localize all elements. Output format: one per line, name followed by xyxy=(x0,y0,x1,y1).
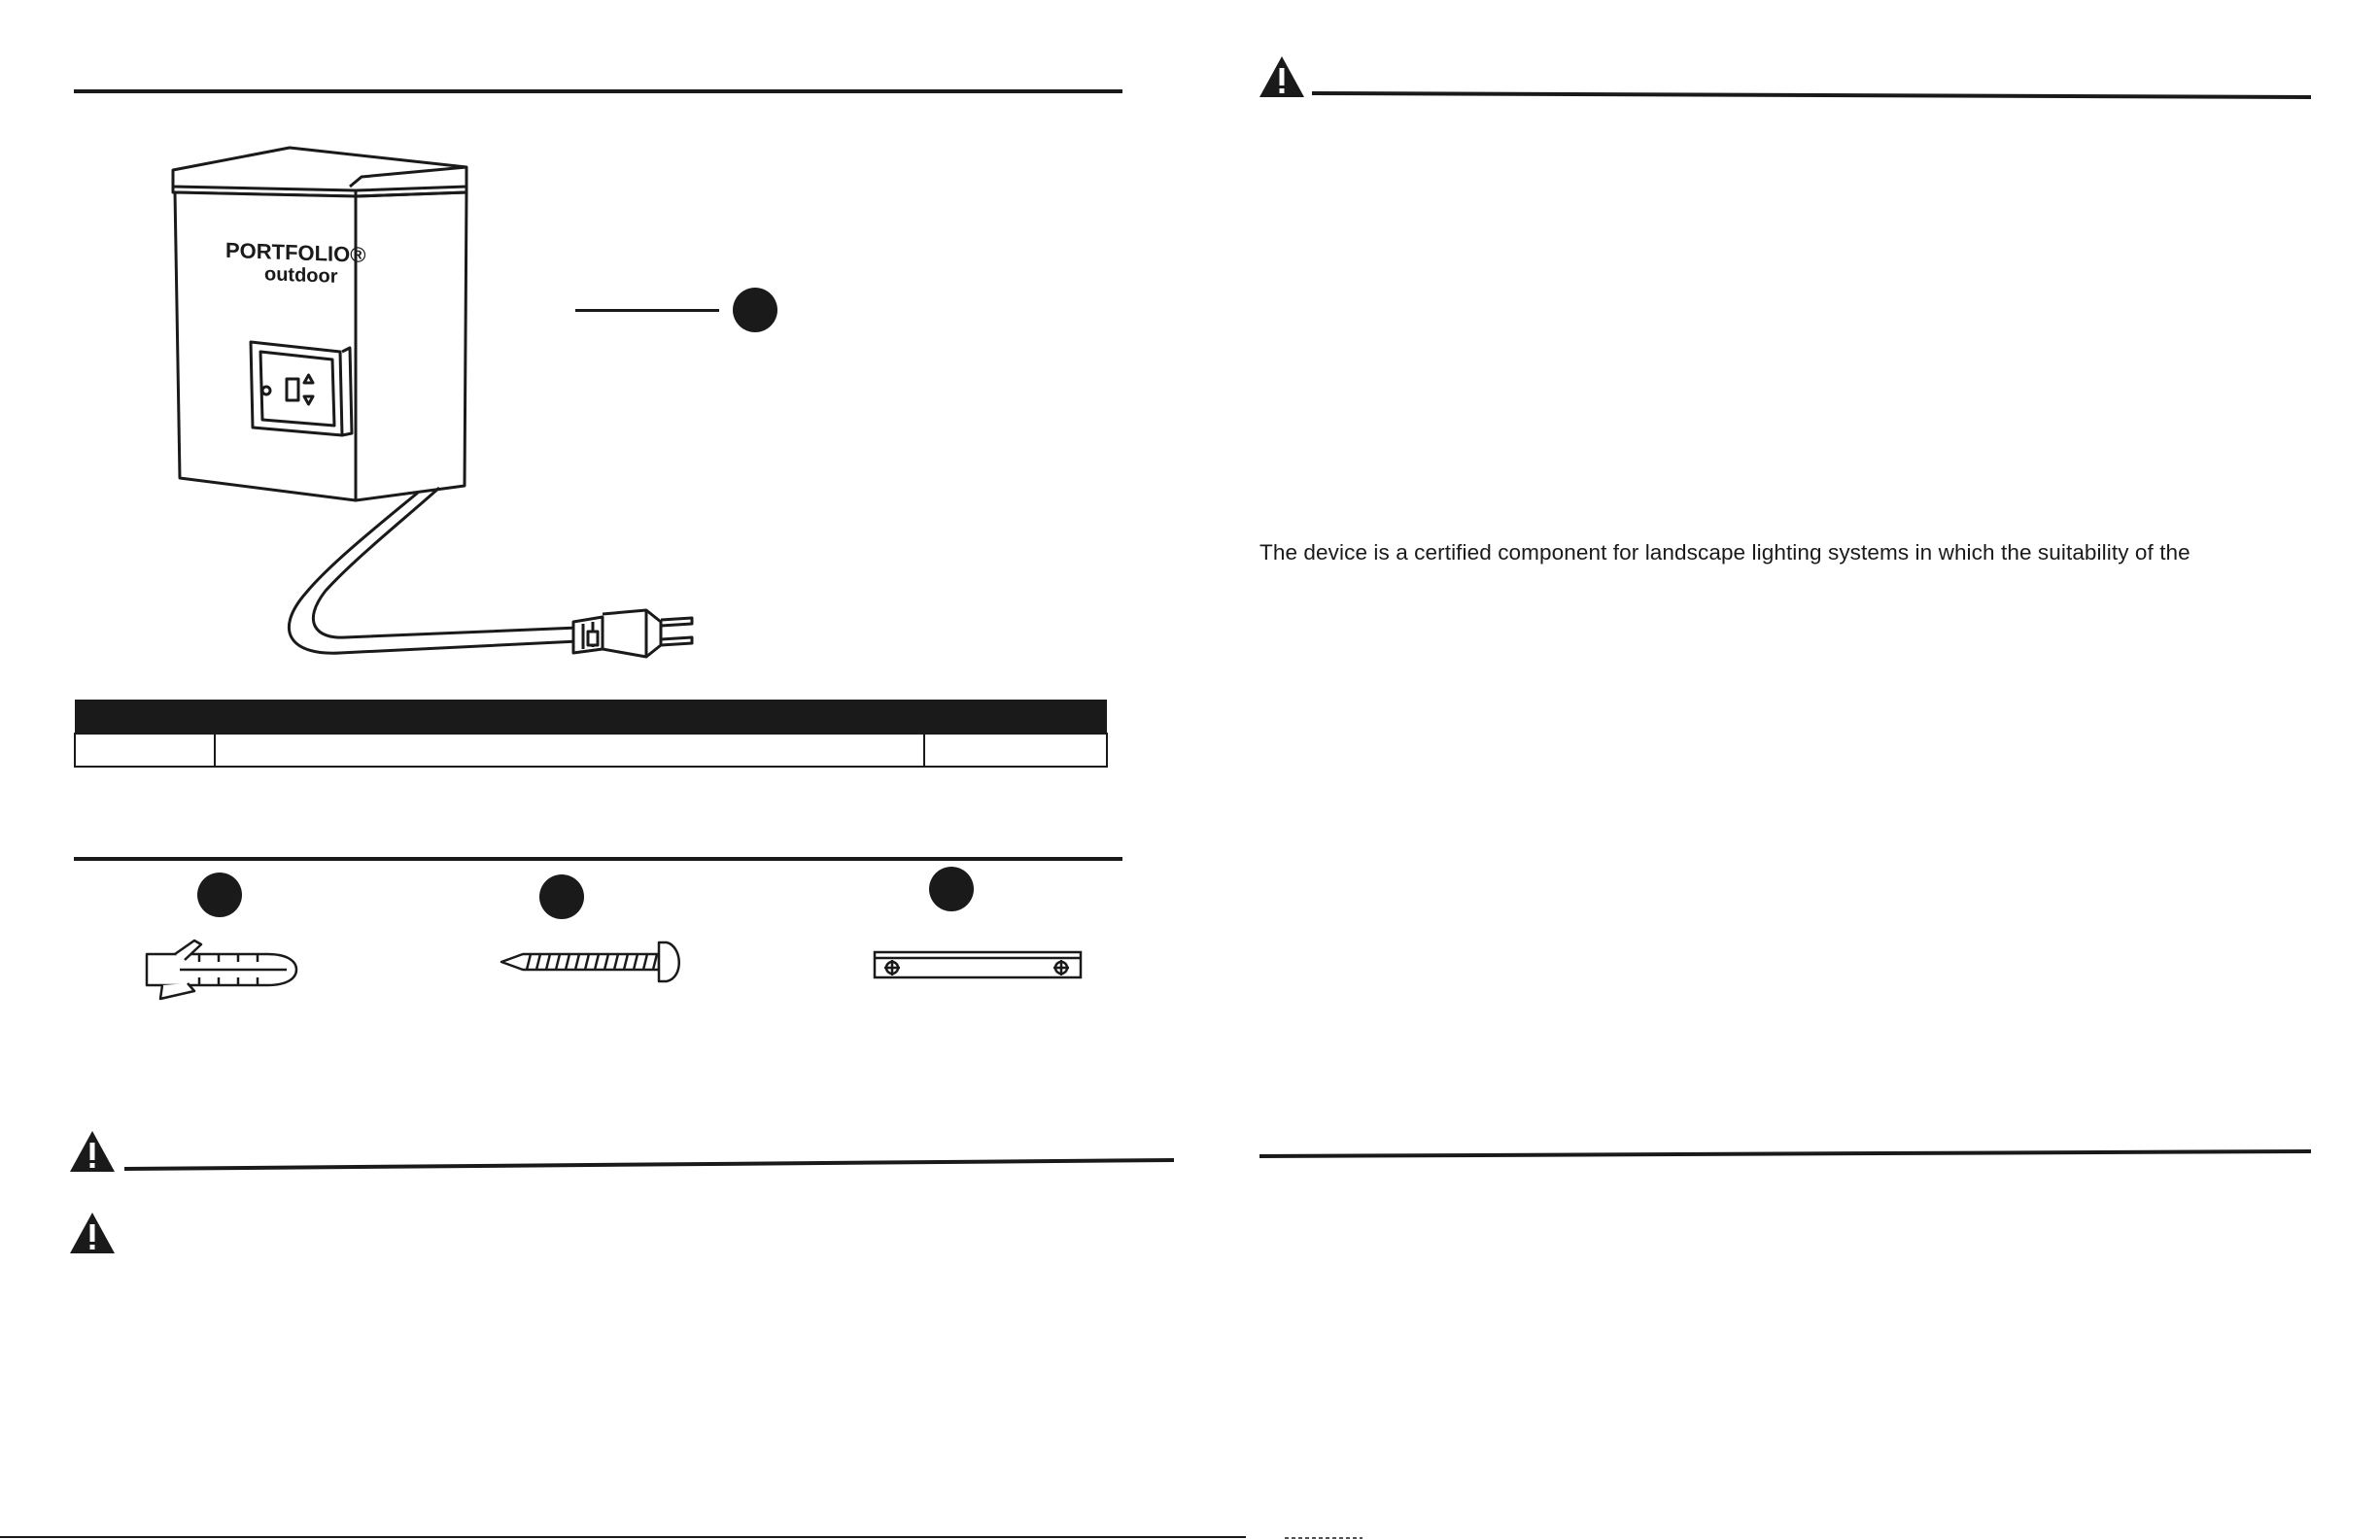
warning-triangle-icon xyxy=(68,1211,117,1255)
section-rule-warning xyxy=(1312,87,2313,103)
transformer-illustration xyxy=(146,136,709,670)
table-header-cell xyxy=(924,700,1107,734)
svg-text:outdoor: outdoor xyxy=(264,263,338,288)
mounting-screw-illustration xyxy=(496,933,690,991)
table-row xyxy=(75,734,1107,767)
svg-text:PORTFOLIO®: PORTFOLIO® xyxy=(225,237,366,267)
table-cell xyxy=(75,734,215,767)
wall-anchor-illustration xyxy=(141,933,306,1001)
parts-table xyxy=(74,700,1108,768)
section-rule-warning xyxy=(124,1154,1176,1172)
table-header-row xyxy=(75,700,1107,734)
callout-leader-line xyxy=(575,309,719,312)
hardware-callout-badge xyxy=(929,867,974,911)
warning-triangle-icon xyxy=(68,1129,117,1174)
mounting-bracket-illustration xyxy=(871,944,1087,983)
section-rule-package-contents xyxy=(74,89,1122,93)
table-cell xyxy=(924,734,1107,767)
table-header-cell xyxy=(215,700,923,734)
section-rule-hardware-contents xyxy=(74,857,1122,861)
part-callout-badge xyxy=(733,288,777,332)
footer-fragment-mark xyxy=(1275,1533,1372,1540)
warning-triangle-icon xyxy=(1258,54,1306,99)
hardware-callout-badge xyxy=(197,873,242,917)
table-header-cell xyxy=(75,700,215,734)
hardware-callout-badge xyxy=(539,874,584,919)
section-rule-right-lower xyxy=(1259,1146,2313,1160)
table-cell xyxy=(215,734,923,767)
page-bottom-edge xyxy=(0,1536,1246,1538)
safety-paragraph: The device is a certified component for landscape lighting systems in which the suitability of the xyxy=(1259,540,2190,565)
